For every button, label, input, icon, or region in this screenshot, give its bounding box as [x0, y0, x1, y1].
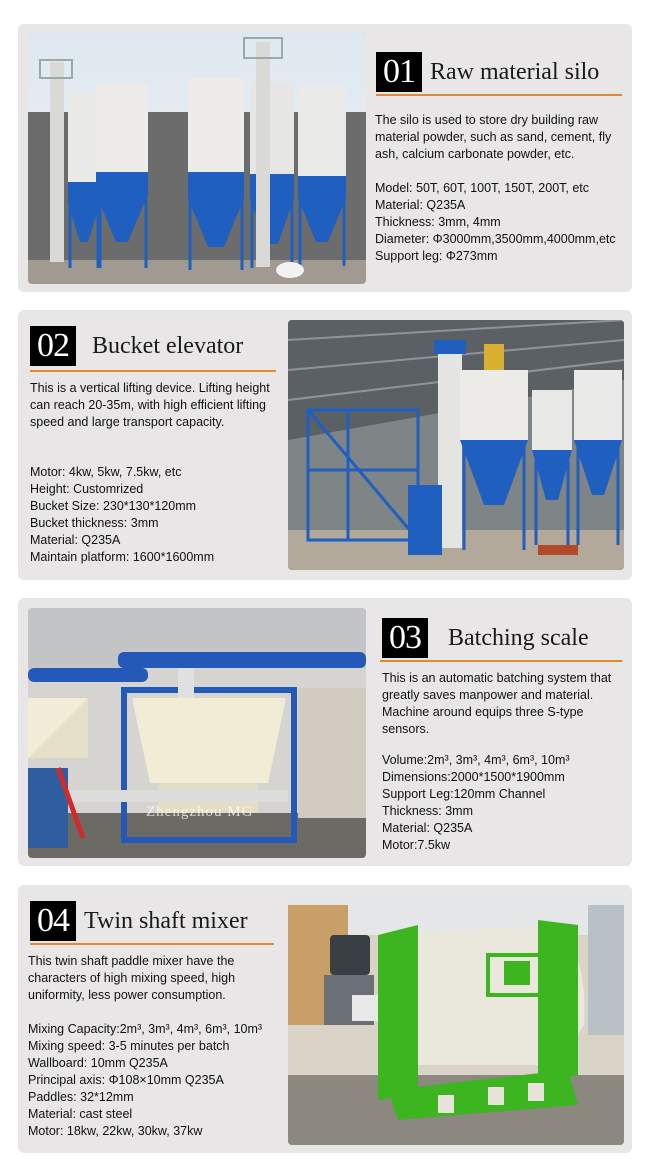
spec-item: Material: Q235A — [375, 198, 466, 212]
section-heading — [30, 899, 248, 943]
section-number: 02 — [30, 326, 76, 366]
spec-item: Principal axis: Φ108×10mm Q235A — [28, 1073, 224, 1087]
section-twin-shaft-mixer — [18, 885, 632, 1153]
spec-list — [382, 752, 570, 854]
section-batching-scale — [18, 598, 632, 866]
spec-item: Motor:7.5kw — [382, 838, 451, 852]
spec-item: Bucket thickness: 3mm — [30, 516, 159, 530]
section-description: This twin shaft paddle mixer have the characters of high mixing speed, high uniformity, less power consumption. — [28, 954, 236, 1002]
section-title: Batching scale — [448, 624, 589, 651]
section-title: Bucket elevator — [92, 332, 244, 359]
section-bucket-elevator — [18, 310, 632, 580]
spec-item: Wallboard: 10mm Q235A — [28, 1056, 168, 1070]
spec-item: Motor: 4kw, 5kw, 7.5kw, etc — [30, 465, 182, 479]
spec-item: Thickness: 3mm, 4mm — [375, 215, 501, 229]
spec-item: Paddles: 32*12mm — [28, 1090, 134, 1104]
spec-list — [375, 180, 616, 265]
section-heading — [30, 324, 243, 368]
section-title: Twin shaft mixer — [84, 907, 248, 934]
section-number: 03 — [382, 618, 428, 658]
spec-item: Diameter: Φ3000mm,3500mm,4000mm,etc — [375, 232, 616, 246]
section-number: 04 — [30, 901, 76, 941]
section-number: 01 — [376, 52, 422, 92]
section-description: The silo is used to store dry building raw material powder, such as sand, cement, fly ash, calcium carbonate powder, etc. — [375, 113, 612, 161]
spec-item: Volume:2m³, 3m³, 4m³, 6m³, 10m³ — [382, 753, 570, 767]
spec-item: Mixing speed: 3-5 minutes per batch — [28, 1039, 230, 1053]
spec-item: Mixing Capacity:2m³, 3m³, 4m³, 6m³, 10m³ — [28, 1022, 263, 1036]
spec-item: Thickness: 3mm — [382, 804, 473, 818]
section-title: Raw material silo — [430, 58, 600, 85]
silo-photo — [28, 32, 366, 284]
twin-shaft-mixer-photo — [288, 895, 624, 1145]
photo-watermark: Zhengzhou MG — [146, 804, 254, 820]
spec-item: Maintain platform: 1600*1600mm — [30, 550, 215, 564]
spec-item: Motor: 18kw, 22kw, 30kw, 37kw — [28, 1124, 203, 1138]
bucket-elevator-photo — [288, 320, 624, 570]
spec-item: Height: Customrized — [30, 482, 144, 496]
spec-item: Material: Q235A — [382, 821, 473, 835]
spec-item: Material: cast steel — [28, 1107, 133, 1121]
section-heading — [382, 616, 589, 660]
spec-item: Bucket Size: 230*130*120mm — [30, 499, 197, 513]
title-underline — [30, 943, 274, 945]
spec-item: Support leg: Φ273mm — [375, 249, 498, 263]
spec-item: Model: 50T, 60T, 100T, 150T, 200T, etc — [375, 181, 590, 195]
title-underline — [376, 94, 622, 96]
spec-list — [30, 464, 214, 566]
title-underline — [380, 660, 622, 662]
section-heading — [376, 50, 599, 94]
title-underline — [30, 370, 276, 372]
section-description: This is a vertical lifting device. Lifting height can reach 20-35m, with high efficient lifting speed and large transport capacity. — [30, 381, 270, 429]
batching-scale-photo — [28, 608, 366, 858]
spec-item: Material: Q235A — [30, 533, 121, 547]
spec-item: Dimensions:2000*1500*1900mm — [382, 770, 565, 784]
spec-list — [28, 1021, 262, 1140]
section-raw-material-silo — [18, 24, 632, 292]
section-description: This is an automatic batching system that greatly saves manpower and material. Machine around equips three S-type sensors. — [382, 671, 612, 736]
spec-item: Support Leg:120mm Channel — [382, 787, 546, 801]
